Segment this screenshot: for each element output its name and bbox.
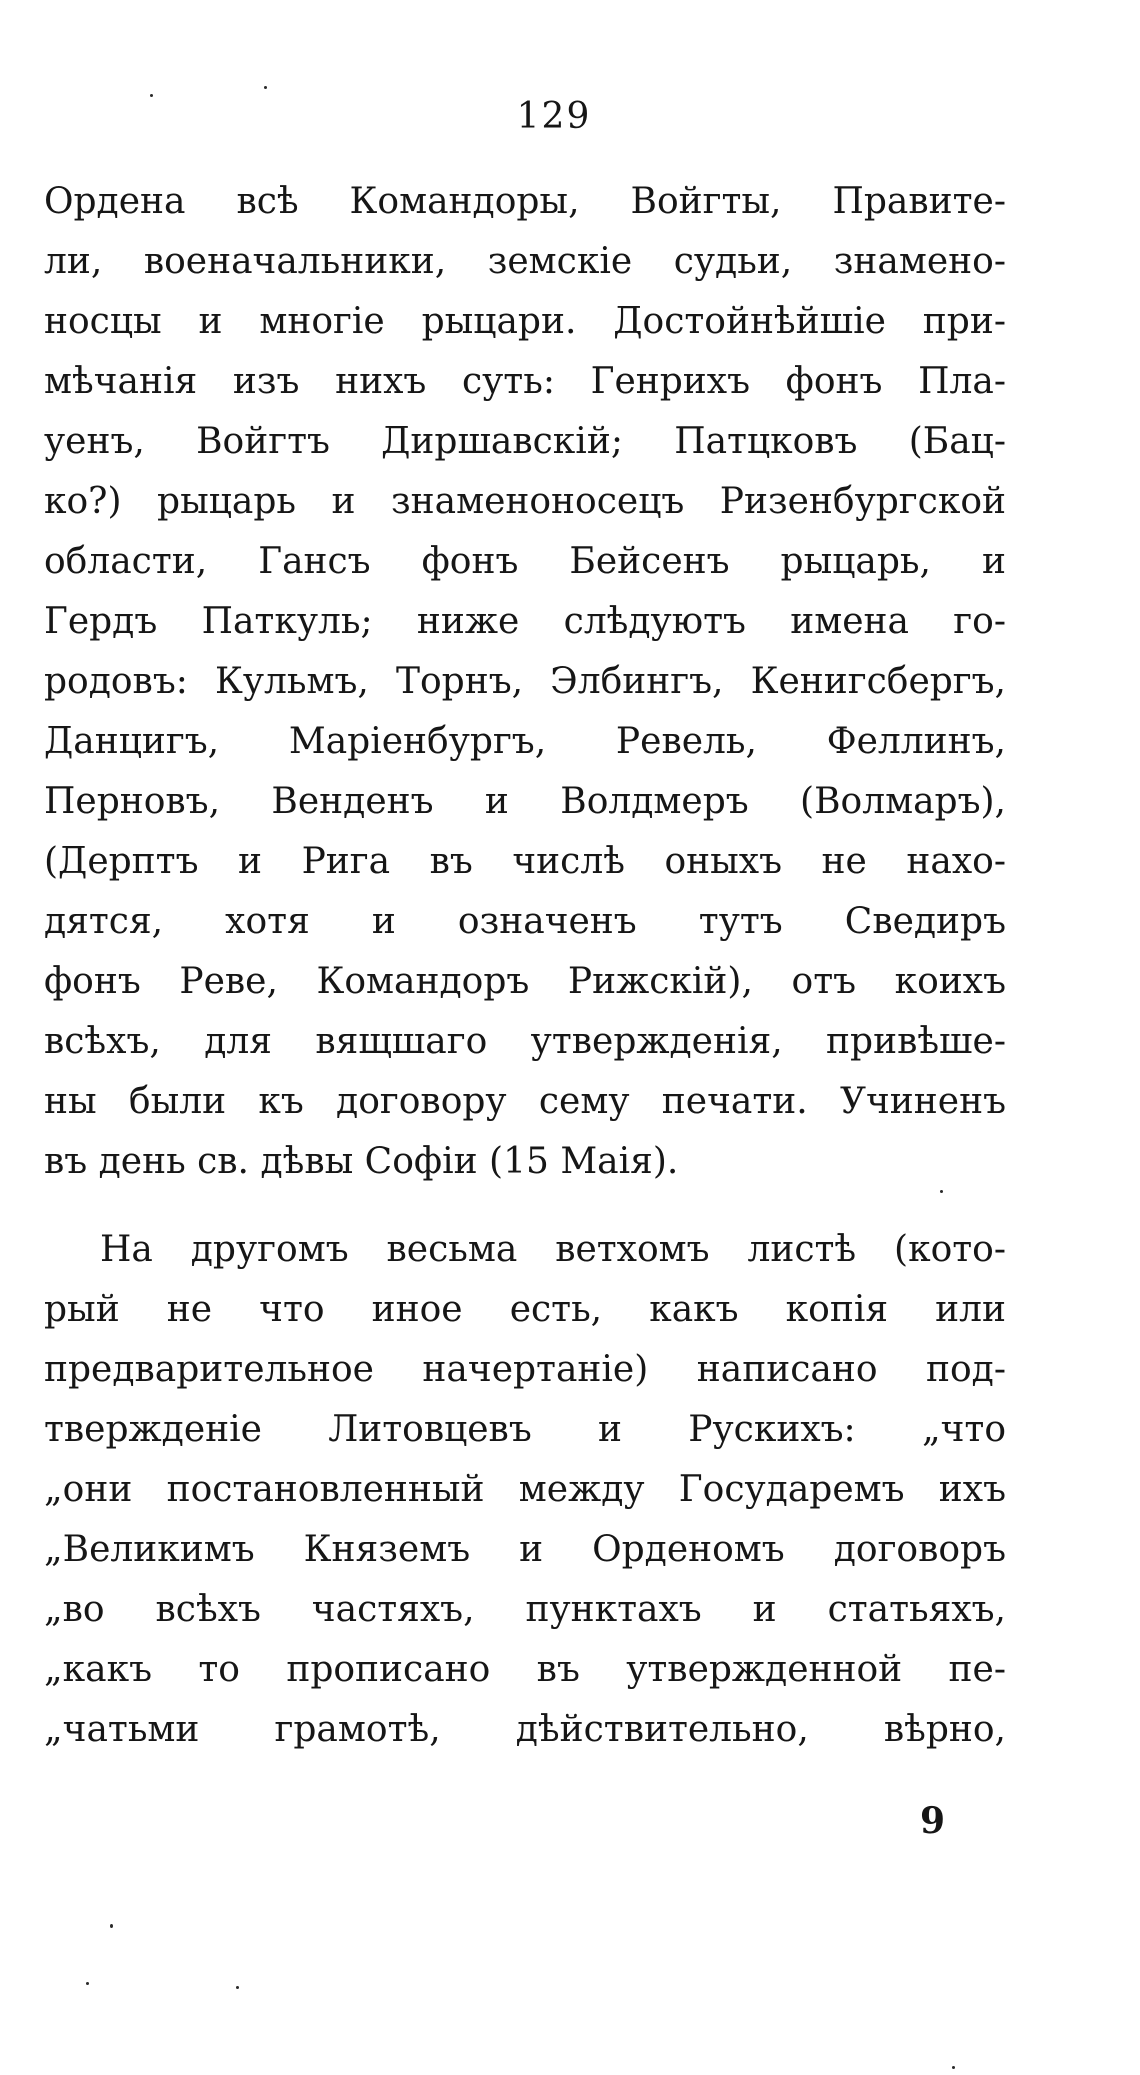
- scan-speck: [150, 94, 153, 97]
- scan-speck: [940, 1190, 943, 1193]
- signature-mark: 9: [920, 1800, 946, 1842]
- text-line: (Дерптъ и Рига въ числѣ оныхъ не нахо-: [44, 841, 1006, 882]
- text-line-last: въ день св. дѣвы Софіи (15 Маія).: [44, 1141, 679, 1182]
- text-line: Ордена всѣ Командоры, Войгты, Правите-: [44, 181, 1006, 222]
- text-line: носцы и многіе рыцари. Достойнѣйшіе при-: [44, 301, 1006, 342]
- text-line: „они постановленный между Государемъ ихъ: [44, 1469, 1006, 1510]
- text-line: „какъ то прописано въ утвержденной пе-: [44, 1649, 1006, 1690]
- text-line: предварительное начертаніе) написано под-: [44, 1349, 1006, 1390]
- paragraph-2: [44, 1220, 1006, 1760]
- text-line: „во всѣхъ частяхъ, пунктахъ и статьяхъ,: [44, 1589, 1006, 1630]
- text-line: всѣхъ, для вящшаго утвержденія, привѣше-: [44, 1021, 1006, 1062]
- text-line: ли, военачальники, земскіе судьи, знамено-: [44, 241, 1006, 282]
- scan-speck: [86, 1982, 89, 1985]
- text-line: „чатьми грамотѣ, дѣйствительно, вѣрно,: [44, 1709, 1006, 1750]
- text-line: фонъ Реве, Командоръ Рижскій), отъ коихъ: [44, 961, 1006, 1002]
- text-line: Гердъ Паткуль; ниже слѣдуютъ имена го-: [44, 601, 1006, 642]
- text-line: твержденіе Литовцевъ и Рускихъ: „что: [44, 1409, 1006, 1450]
- text-line: дятся, хотя и означенъ тутъ Сведиръ: [44, 901, 1006, 942]
- scan-speck: [952, 2066, 955, 2069]
- page-number: 129: [516, 96, 592, 137]
- text-line: родовъ: Кульмъ, Торнъ, Элбингъ, Кенигсбергъ,: [44, 661, 1006, 702]
- text-line: „Великимъ Княземъ и Орденомъ договоръ: [44, 1529, 1006, 1570]
- text-line: Перновъ, Венденъ и Волдмеръ (Волмаръ),: [44, 781, 1006, 822]
- paragraph-1: [44, 172, 1006, 1192]
- text-line: мѣчанія изъ нихъ суть: Генрихъ фонъ Пла-: [44, 361, 1006, 402]
- scan-speck: [264, 86, 267, 89]
- text-line: ко?) рыцарь и знаменоносецъ Ризенбургской: [44, 481, 1006, 522]
- text-line: ны были къ договору сему печати. Учиненъ: [44, 1081, 1006, 1122]
- scan-speck: [110, 1924, 113, 1928]
- scan-speck: [236, 1986, 239, 1989]
- text-line: Данцигъ, Маріенбургъ, Ревель, Феллинъ,: [44, 721, 1006, 762]
- text-line: области, Гансъ фонъ Бейсенъ рыцарь, и: [44, 541, 1006, 582]
- text-line: уенъ, Войгтъ Диршавскій; Патцковъ (Бац-: [44, 421, 1006, 462]
- text-line: рый не что иное есть, какъ копія или: [44, 1289, 1006, 1330]
- text-line-first: На другомъ весьма ветхомъ листѣ (кото-: [100, 1229, 1006, 1270]
